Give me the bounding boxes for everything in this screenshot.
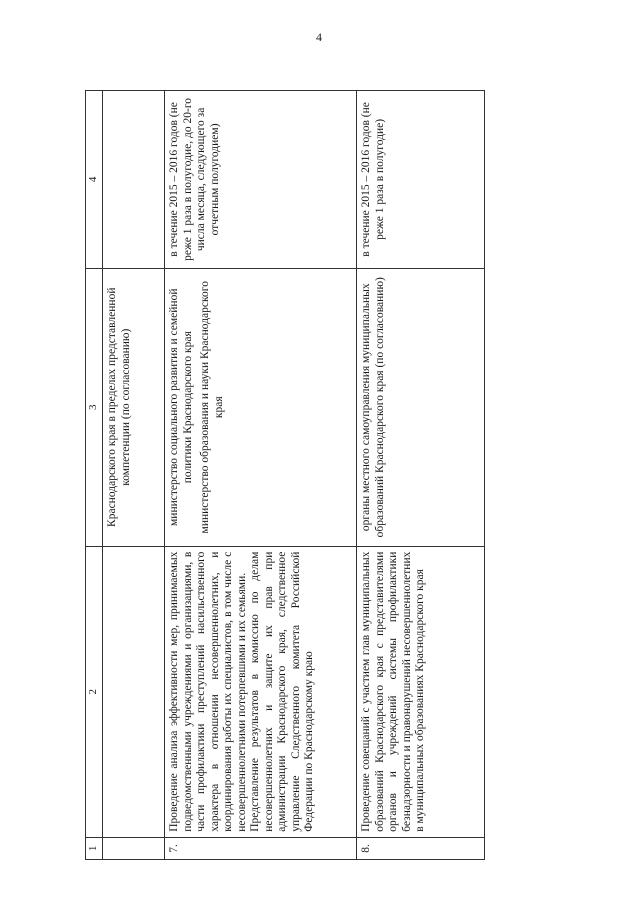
activity-paragraph: Проведение анализа эффективности мер, принимаемых подведомственными учреждениями и организациями, в части профилактики преступлений насильственного характера в отношении несовершеннолетних, и координирования работы их специалистов, в том числе с несовершеннолетними потерпевшими и их семьями. (168, 551, 248, 832)
row-number: 7. (165, 837, 357, 859)
activity-paragraph: Представление результатов в комиссию по делам несовершеннолетних и защите их прав при администрации Краснодарского края, следственное управление Следственного комитета Российской Федерации по Краснодарскому краю (249, 551, 315, 832)
activity-cell (357, 546, 485, 837)
header-col-4: 4 (86, 91, 103, 269)
executors-cell (165, 268, 357, 546)
executor-text: министерство социального развития и семейной политики Краснодарского края (168, 288, 194, 526)
cell-empty (103, 91, 165, 269)
term-cell: в течение 2015 – 2016 годов (не реже 1 раза в полугодие, до 20-го числа месяца, следующего за отчетным полугодием) (165, 91, 357, 269)
header-col-3: 3 (86, 268, 103, 546)
executors-continuation: Краснодарского края в пределах представленной компетенции (по согласованию) (103, 268, 165, 546)
activity-paragraph: Проведение совещаний с участием глав муниципальных образований Краснодарского края с представителями органов и учреждений системы профилактики безнадзорности и правонарушений несовершеннолетних в муниципальных образованиях Краснодарского края (360, 551, 426, 832)
table-row-continuation (103, 91, 165, 860)
header-col-2: 2 (86, 546, 103, 837)
table-row (165, 91, 357, 860)
measures-table (85, 90, 485, 860)
cell-empty (103, 546, 165, 837)
executors-cell (357, 268, 485, 546)
cell-empty (103, 837, 165, 859)
page-number: 4 (316, 30, 322, 44)
executor-text: органы местного самоуправления муниципальных образований Краснодарского края (по согласованию) (360, 277, 386, 538)
executor-text: министерство образования и науки Краснодарского края (199, 281, 225, 534)
activity-cell (165, 546, 357, 837)
table-row (357, 91, 485, 860)
term-cell: в течение 2015 – 2016 годов (не реже 1 раза в полугодие) (357, 91, 485, 269)
rotated-table-container (85, 90, 485, 860)
table-header-row (86, 91, 103, 860)
header-col-1: 1 (86, 837, 103, 859)
row-number: 8. (357, 837, 485, 859)
